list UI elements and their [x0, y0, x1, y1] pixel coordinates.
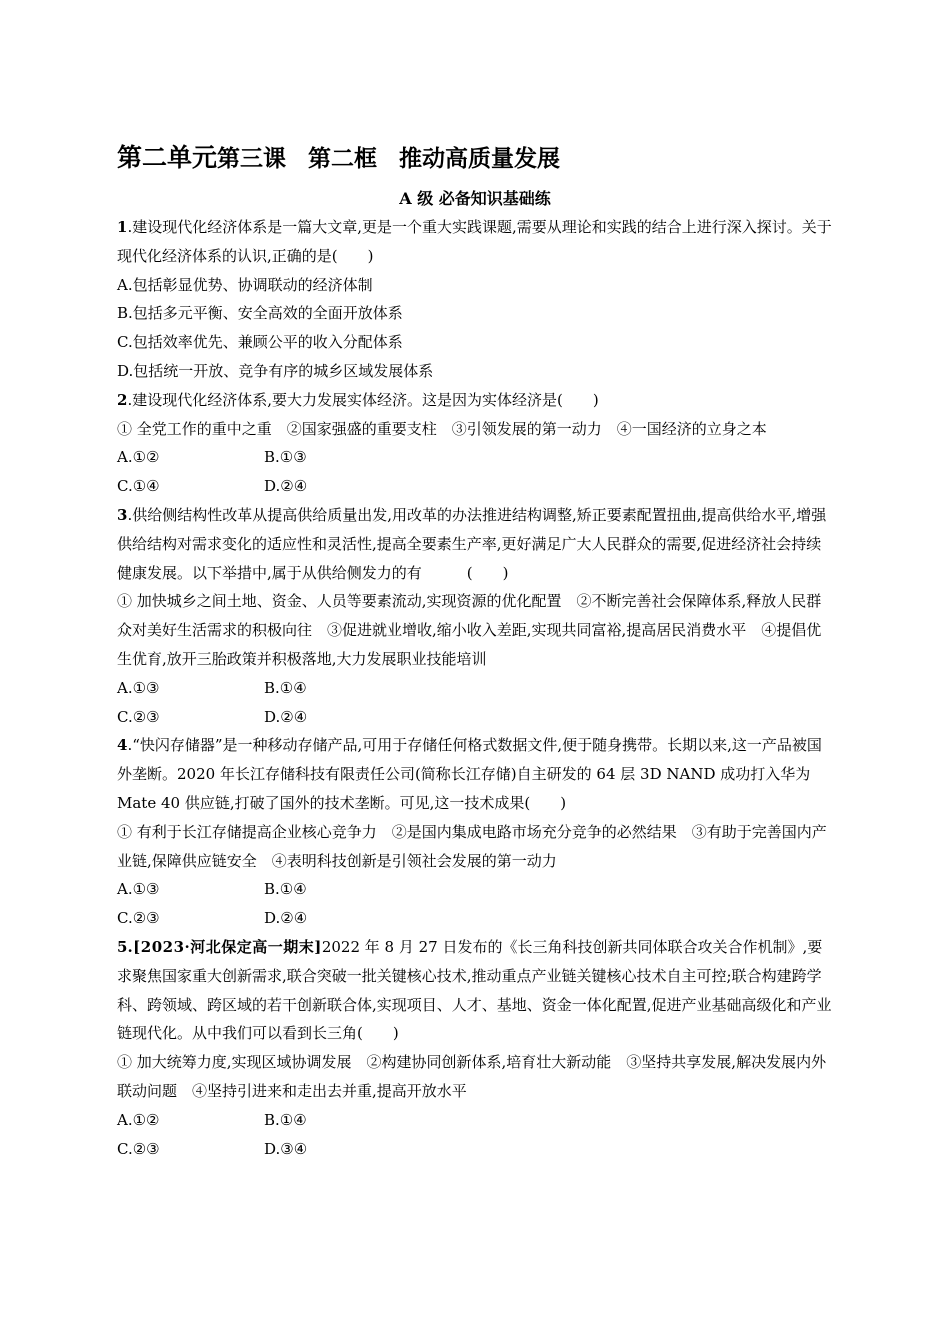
choice-row: [117, 1106, 833, 1135]
choice-a: A.①③: [117, 880, 160, 899]
title-lesson: 第三课: [217, 146, 287, 172]
choice-c: C.②③: [117, 707, 160, 726]
question-statements: ① 加大统筹力度,实现区域协调发展 ②构建协同创新体系,培育壮大新动能 ③坚持共享发展,解决发展内外联动问题 ④坚持引进来和走出去并重,提高开放水平: [117, 1053, 827, 1100]
choice-a: A.①③: [117, 678, 160, 697]
option-c: C.包括效率优先、兼顾公平的收入分配体系: [117, 333, 403, 352]
question-stem: [117, 731, 833, 817]
question-statements: ① 有利于长江存储提高企业核心竞争力 ②是国内集成电路市场充分竞争的必然结果 ③有助于完善国内产业链,保障供应链安全 ④表明科技创新是引领社会发展的第一动力: [117, 822, 827, 870]
question-4: [117, 731, 833, 933]
question-number: 2: [117, 390, 128, 409]
option-b: B.包括多元平衡、安全高效的全面开放体系: [117, 304, 403, 323]
question-number: 4: [117, 736, 128, 755]
choice-b: B.①③: [264, 448, 307, 467]
choice-d: D.②④: [264, 477, 308, 496]
option-d: D.包括统一开放、竞争有序的城乡区域发展体系: [117, 361, 434, 380]
question-source: .[2023·河北保定高一期末]: [127, 937, 322, 956]
question-statements: ① 加快城乡之间土地、资金、人员等要素流动,实现资源的优化配置 ②不断完善社会保障体系,释放人民群众对美好生活需求的积极向往 ③促进就业增收,缩小收入差距,实现共同富裕,提高居民消费水平 ④提倡优生优育,放开三胎政策并积极落地,大力发展职业技能培训: [117, 592, 822, 668]
choice-row: [117, 875, 833, 904]
title-frame: 第二框: [308, 146, 378, 172]
question-number: 1: [117, 218, 128, 236]
question-5: [117, 933, 833, 1163]
option-a: A.包括彰显优势、协调联动的经济体制: [117, 275, 373, 294]
question-stem: [117, 386, 833, 415]
choice-row: [117, 674, 833, 703]
question-text: .“快闪存储器”是一种移动存储产品,可用于存储任何格式数据文件,便于随身携带。长期以来,这一产品被国外垄断。2020 年长江存储科技有限责任公司(简称长江存储)自主研发的 64 层 3D NAND 成功打入华为 Mate 40 供应链,打破了国外的技术垄断。可见,这一技术成果( ): [117, 736, 822, 812]
question-2: [117, 386, 833, 501]
question-statements: ① 全党工作的重中之重 ②国家强盛的重要支柱 ③引领发展的第一动力 ④一国经济的立身之本: [117, 419, 767, 438]
choice-row: [117, 443, 833, 472]
question-text: .建设现代化经济体系,要大力发展实体经济。这是因为实体经济是( ): [127, 390, 599, 409]
question-number: 5: [117, 937, 128, 956]
title-topic: 推动高质量发展: [399, 146, 561, 172]
choice-row: [117, 472, 833, 501]
question-stem: [117, 213, 833, 271]
choice-row: [117, 703, 833, 732]
choice-b: B.①④: [264, 678, 307, 697]
choice-a: A.①②: [117, 448, 160, 467]
question-3: [117, 501, 833, 731]
section-heading: A 级 必备知识基础练: [399, 189, 551, 208]
page-title: [117, 140, 560, 177]
choice-row: [117, 904, 833, 933]
title-unit: 第二单元: [117, 143, 218, 172]
choice-row: [117, 1135, 833, 1164]
choice-c: C.②③: [117, 1139, 160, 1158]
question-list: [117, 213, 833, 1163]
question-stem: [117, 501, 833, 587]
question-text: 2022 年 8 月 27 日发布的《长三角科技创新共同体联合攻关合作机制》,要求聚焦国家重大创新需求,联合突破一批关键核心技术,推动重点产业链关键核心技术自主可控;联合构建跨学科、跨领域、跨区域的若干创新联合体,实现项目、人才、基地、资金一体化配置,促进产业基础高级化和产业链现代化。从中我们可以看到长三角( ): [117, 937, 832, 1043]
question-1: [117, 213, 833, 386]
choice-d: D.③④: [264, 1139, 308, 1158]
choice-c: C.②③: [117, 909, 160, 928]
choice-d: D.②④: [264, 909, 308, 928]
choice-a: A.①②: [117, 1110, 160, 1129]
choice-b: B.①④: [264, 1110, 307, 1129]
choice-b: B.①④: [264, 880, 307, 899]
question-stem: [117, 933, 833, 1048]
question-text: .供给侧结构性改革从提高供给质量出发,用改革的办法推进结构调整,矫正要素配置扭曲,提高供给水平,增强供给结构对需求变化的适应性和灵活性,提高全要素生产率,更好满足广大人民群众的需要,促进经济社会持续健康发展。以下举措中,属于从供给侧发力的有 ( ): [117, 505, 827, 582]
choice-c: C.①④: [117, 477, 160, 496]
choice-d: D.②④: [264, 707, 308, 726]
question-number: 3: [117, 505, 128, 524]
question-text: .建设现代化经济体系是一篇大文章,更是一个重大实践课题,需要从理论和实践的结合上进行深入探讨。关于现代化经济体系的认识,正确的是( ): [117, 218, 832, 265]
